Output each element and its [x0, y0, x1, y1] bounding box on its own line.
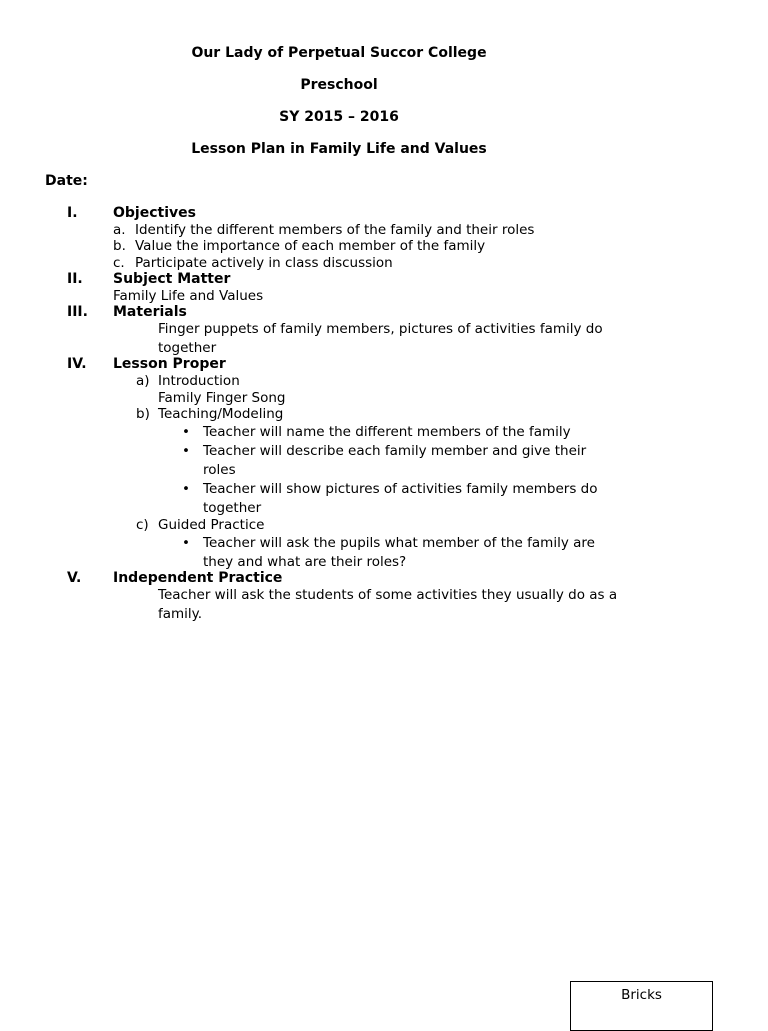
independent-practice-text: Teacher will ask the students of some activities they usually do as a — [158, 587, 618, 603]
section-number: II. — [67, 271, 83, 287]
list-marker: b) — [136, 406, 150, 422]
section-number: III. — [67, 304, 88, 320]
introduction-text: Family Finger Song — [158, 390, 286, 406]
section-heading-subject-matter: Subject Matter — [113, 271, 231, 287]
objective-item: Value the importance of each member of the family — [135, 238, 486, 254]
section-number: I. — [67, 205, 78, 221]
section-heading-independent-practice: Independent Practice — [113, 570, 283, 586]
objective-item: Participate actively in class discussion — [135, 255, 393, 271]
school-year: SY 2015 – 2016 — [279, 109, 399, 125]
section-heading-lesson-proper: Lesson Proper — [113, 356, 226, 372]
independent-practice-text: family. — [158, 606, 203, 622]
materials-text: together — [158, 340, 217, 356]
teaching-bullet-continued: together — [203, 500, 262, 516]
section-number: IV. — [67, 356, 87, 372]
subject-matter-text: Family Life and Values — [113, 288, 264, 304]
teaching-bullet: • Teacher will show pictures of activities family members do — [203, 481, 598, 498]
guided-bullet: • Teacher will ask the pupils what member of the family are — [203, 535, 595, 552]
teaching-bullet-continued: roles — [203, 462, 236, 478]
list-marker: b. — [113, 238, 126, 254]
guided-bullet-continued: they and what are their roles? — [203, 554, 407, 570]
section-heading-objectives: Objectives — [113, 205, 196, 221]
teaching-bullet: • Teacher will describe each family member and give their — [203, 443, 586, 460]
objective-item: Identify the different members of the family and their roles — [135, 222, 535, 238]
school-level: Preschool — [300, 77, 378, 93]
section-number: V. — [67, 570, 82, 586]
list-marker: a) — [136, 373, 150, 389]
guided-practice-label: Guided Practice — [158, 517, 265, 533]
teaching-label: Teaching/Modeling — [158, 406, 284, 422]
section-heading-materials: Materials — [113, 304, 187, 320]
list-marker: a. — [113, 222, 126, 238]
bricks-label: Bricks — [621, 987, 662, 1003]
lesson-plan-title: Lesson Plan in Family Life and Values — [191, 141, 487, 157]
list-marker: c) — [136, 517, 149, 533]
introduction-label: Introduction — [158, 373, 240, 389]
list-marker: c. — [113, 255, 125, 271]
materials-text: Finger puppets of family members, pictures of activities family do — [158, 321, 603, 337]
school-name: Our Lady of Perpetual Succor College — [191, 45, 487, 61]
teaching-bullet: • Teacher will name the different members of the family — [203, 424, 571, 441]
date-label: Date: — [45, 173, 88, 189]
